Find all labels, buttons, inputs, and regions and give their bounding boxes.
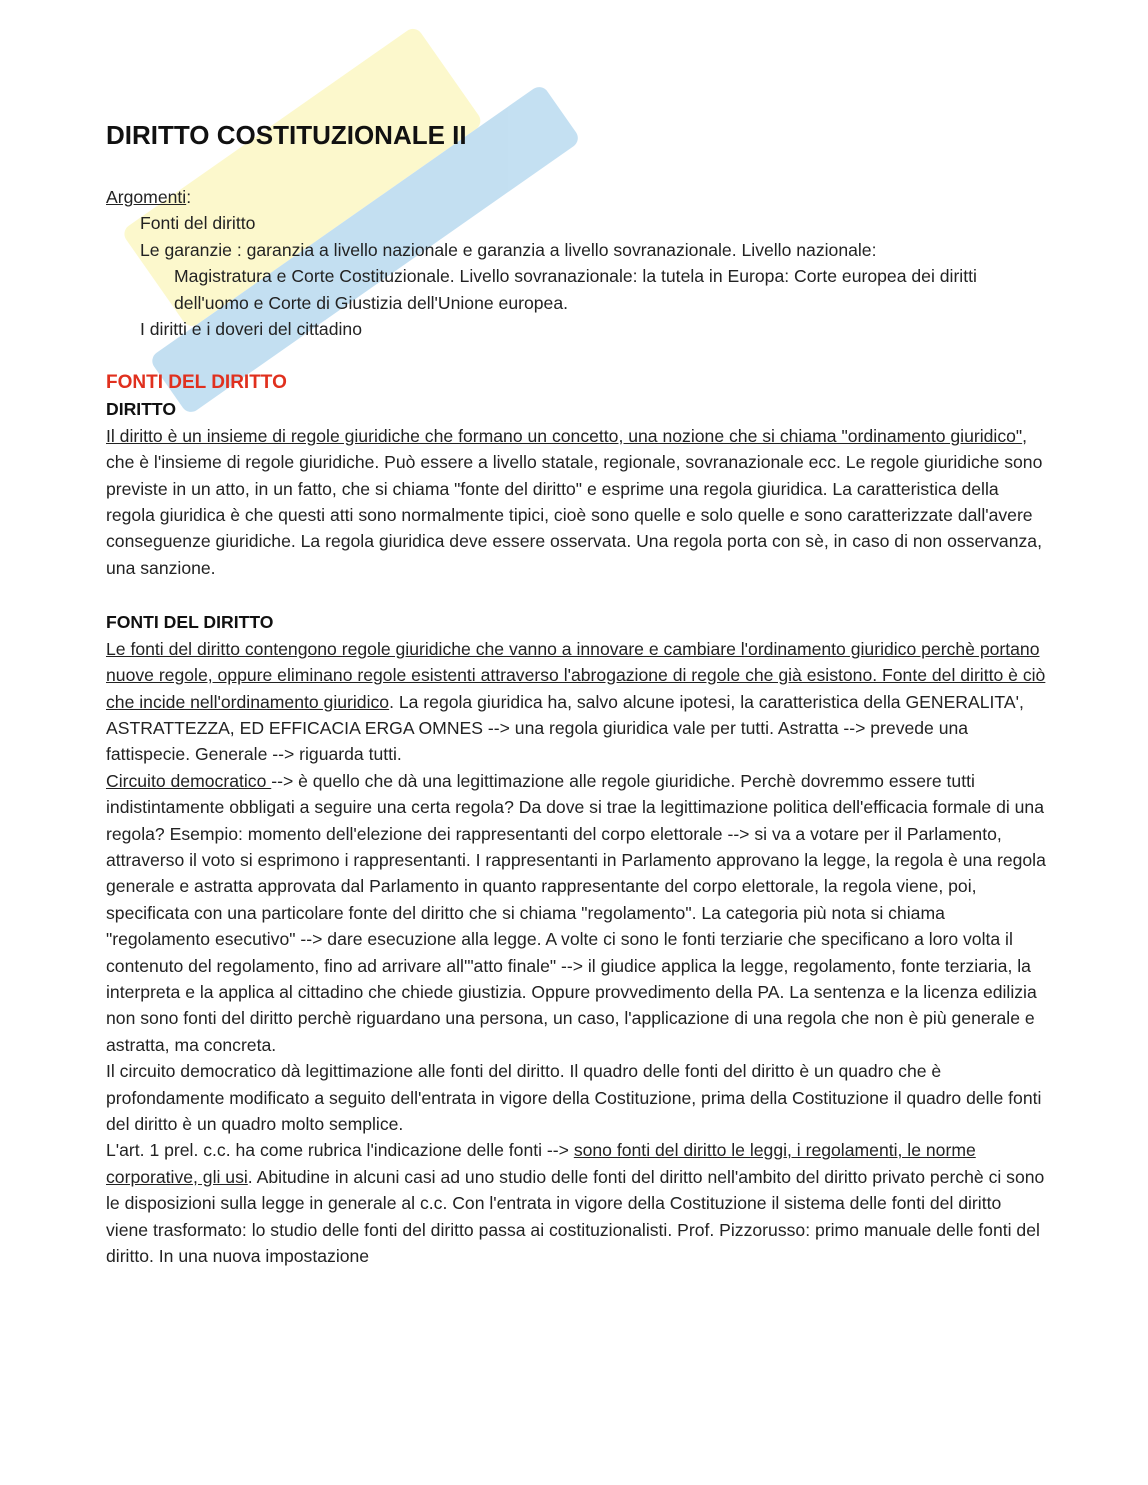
- fonti-p2-text: --> è quello che dà una legittimazione alle regole giuridiche. Perchè dovremmo essere tutti indistintamente obbligati a seguire una certa regola? Da dove si trae la legittimazione politica dell'efficacia formale di una regola? Esempio: momento dell'elezione dei rappresentanti del corpo elettorale --> si va a votare per il Parlamento, attraverso il voto si esprimono i rappresentanti. I rappresentanti in Parlamento approvano la legge, la regola è una regola generale e astratta approvata dal Parlamento in quanto rappresentante del corpo elettorale, la regola viene, poi, specificata con una particolare fonte del diritto che si chiama "regolamento". La categoria più nota si chiama "regolamento esecutivo" --> dare esecuzione alla legge. A volte ci sono le fonti terziarie che specificano a loro volta il contenuto del regolamento, fino ad arrivare all'"atto finale" --> il giudice applica la legge, regolamento, fonte terziaria, la interpreta e la applica al cittadino che chiede giustizia. Oppure provvedimento della PA. La sentenza e la licenza edilizia non sono fonti del diritto perchè riguardano una persona, un caso, l'applicazione di una regola che non è più generale e astratta, ma concreta.: [106, 770, 1046, 1055]
- diritto-text: , che è l'insieme di regole giuridiche. Può essere a livello statale, regionale, sovranazionale ecc. Le regole giuridiche sono previste in un atto, in un fatto, che si chiama "fonte del diritto" e esprime una regola giuridica. La caratteristica della regola giuridica è che questi atti sono normalmente tipici, cioè sono quelle e solo quelle e sono caratterizzate dall'avere conseguenze giuridiche. La regola giuridica deve essere osservata. Una regola porta con sè, in caso di non osservanza, una sanzione.: [106, 425, 1043, 578]
- section-title: FONTI DEL DIRITTO: [106, 372, 287, 394]
- topics-heading: [106, 184, 1046, 210]
- topics-colon: :: [186, 187, 192, 207]
- diritto-underlined: Il diritto è un insieme di regole giuridiche che formano un concetto, una nozione che si chiama "ordinamento giuridico": [106, 425, 1023, 446]
- fonti-paragraph-2: [106, 768, 1046, 1058]
- fonti-p1-underlined: Le fonti del diritto contengono regole giuridiche che vanno a innovare e cambiare l'ordinamento giuridico perchè portano nuove regole, oppure eliminano regole esistenti attraverso l'abrogazione di regole che già esistono. Fonte del diritto è ciò che incide nell'ordinamento giuridico: [106, 638, 1046, 712]
- topic-item-continuation: Magistratura e Corte Costituzionale. Livello sovranazionale: la tutela in Europa: Corte europea dei diritti dell'uomo e Corte di Giustizia dell'Unione europea.: [174, 266, 977, 313]
- fonti-heading: FONTI DEL DIRITTO: [106, 612, 274, 633]
- diritto-heading: DIRITTO: [106, 399, 177, 420]
- circuito-term: Circuito democratico: [106, 770, 272, 791]
- fonti-p1-text: . La regola giuridica ha, salvo alcune ipotesi, la caratteristica della GENERALITA', ASTRATTEZZA, ED EFFICACIA ERGA OMNES --> una regola giuridica vale per tutti. Astratta --> prevede una fattispecie. Generale --> riguarda tutti.: [106, 691, 1024, 765]
- fonti-p4-underlined: sono fonti del diritto le leggi, i regolamenti, le norme corporative, gli usi: [106, 1140, 976, 1187]
- fonti-p4-start: L'art. 1 prel. c.c. ha come rubrica l'indicazione delle fonti -->: [106, 1140, 574, 1161]
- fonti-paragraph-1: [106, 636, 1046, 768]
- topic-item: Le garanzie : garanzia a livello nazionale e garanzia a livello sovranazionale. Livello nazionale:: [140, 239, 877, 260]
- topic-item: I diritti e i doveri del cittadino: [140, 319, 362, 340]
- fonti-paragraph-4: [106, 1137, 1046, 1269]
- topic-item: Fonti del diritto: [140, 213, 256, 234]
- document-page: [106, 118, 1046, 1269]
- fonti-paragraph-3: Il circuito democratico dà legittimazione alle fonti del diritto. Il quadro delle fonti del diritto è un quadro che è profondamente modificato a seguito dell'entrata in vigore della Costituzione, prima della Costituzione il quadro delle fonti del diritto è un quadro molto semplice.: [106, 1061, 1042, 1134]
- diritto-paragraph: [106, 423, 1046, 581]
- document-title: DIRITTO COSTITUZIONALE II: [106, 120, 467, 150]
- fonti-p4-text: . Abitudine in alcuni casi ad uno studio delle fonti del diritto nell'ambito del diritto privato perchè ci sono le disposizioni sulla legge in generale al c.c. Con l'entrata in vigore della Costituzione il sistema delle fonti del diritto viene trasformato: lo studio delle fonti del diritto passa ai costituzionalisti. Prof. Pizzorusso: primo manuale delle fonti del diritto. In una nuova impostazione: [106, 1166, 1045, 1267]
- topics-label: Argomenti: [106, 187, 187, 207]
